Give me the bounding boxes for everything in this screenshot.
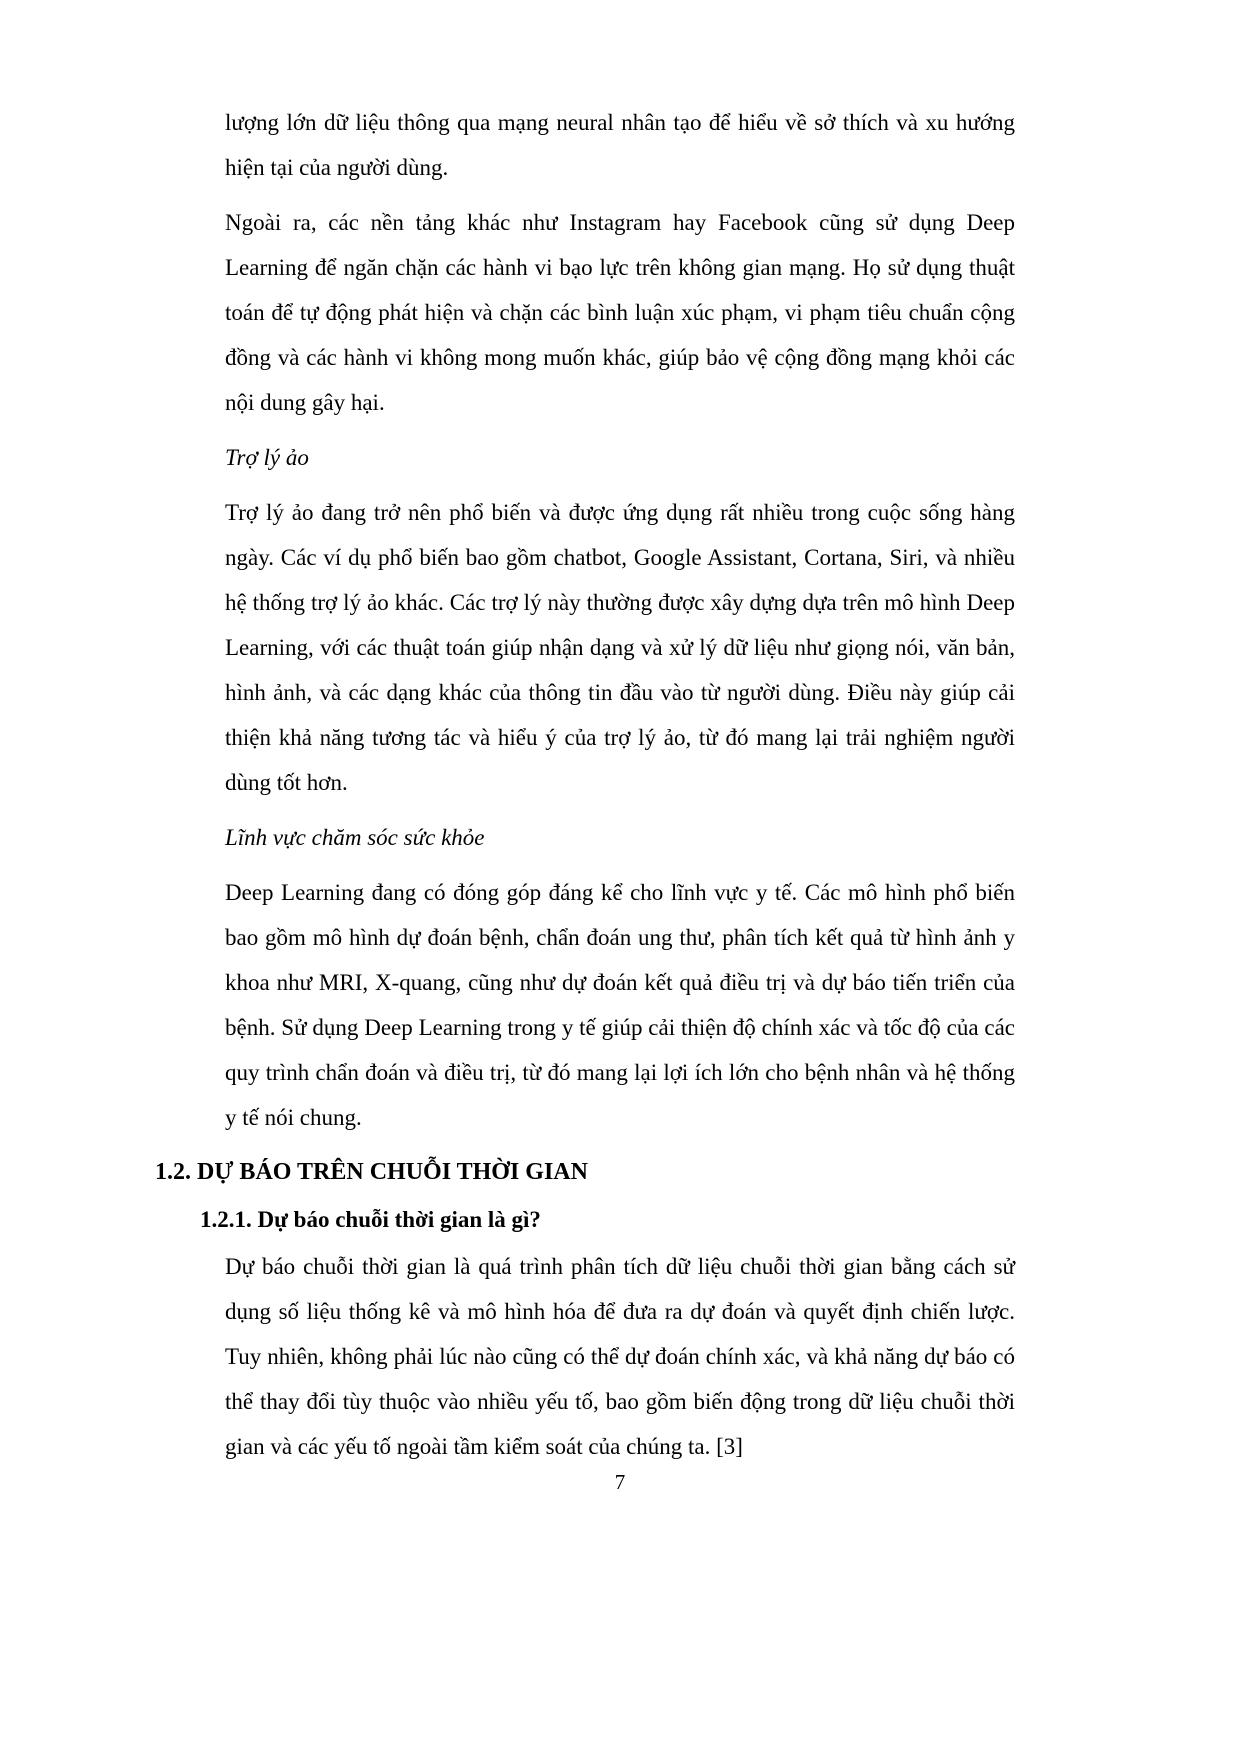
subheading-virtual-assistant: Trợ lý ảo <box>225 445 309 470</box>
paragraph-time-series-forecast: Dự báo chuỗi thời gian là quá trình phân tích dữ liệu chuỗi thời gian bằng cách sử dụng số liệu thống kê và mô hình hóa để đưa ra dự đoán và quyết định chiến lược. Tuy nhiên, không phải lúc nào cũng có thể dự đoán chính xác, và khả năng dự báo có thể thay đổi tùy thuộc vào nhiều yếu tố, bao gồm biến động trong dữ liệu chuỗi thời gian và các yếu tố ngoài tầm kiểm soát của chúng ta. [3] <box>225 1254 1015 1459</box>
paragraph-healthcare: Deep Learning đang có đóng góp đáng kể cho lĩnh vực y tế. Các mô hình phổ biến bao gồm mô hình dự đoán bệnh, chẩn đoán ung thư, phân tích kết quả từ hình ảnh y khoa như MRI, X-quang, cũng như dự đoán kết quả điều trị và dự báo tiến triển của bệnh. Sử dụng Deep Learning trong y tế giúp cải thiện độ chính xác và tốc độ của các quy trình chẩn đoán và điều trị, từ đó mang lại lợi ích lớn cho bệnh nhân và hệ thống y tế nói chung. <box>225 880 1015 1130</box>
page-content <box>155 100 1015 1479</box>
page-number: 7 <box>614 1470 626 1494</box>
paragraph-virtual-assistant: Trợ lý ảo đang trở nên phổ biến và được ứng dụng rất nhiều trong cuộc sống hàng ngày. Các ví dụ phổ biến bao gồm chatbot, Google Assistant, Cortana, Siri, và nhiều hệ thống trợ lý ảo khác. Các trợ lý này thường được xây dựng dựa trên mô hình Deep Learning, với các thuật toán giúp nhận dạng và xử lý dữ liệu như giọng nói, văn bản, hình ảnh, và các dạng khác của thông tin đầu vào từ người dùng. Điều này giúp cải thiện khả năng tương tác và hiểu ý của trợ lý ảo, từ đó mang lại trải nghiệm người dùng tốt hơn. <box>225 500 1015 795</box>
paragraph-instagram-facebook: Ngoài ra, các nền tảng khác như Instagram hay Facebook cũng sử dụng Deep Learning để ngăn chặn các hành vi bạo lực trên không gian mạng. Họ sử dụng thuật toán để tự động phát hiện và chặn các bình luận xúc phạm, vi phạm tiêu chuẩn cộng đồng và các hành vi không mong muốn khác, giúp bảo vệ cộng đồng mạng khỏi các nội dung gây hại. <box>225 210 1015 415</box>
subheading-healthcare: Lĩnh vực chăm sóc sức khỏe <box>225 825 485 850</box>
paragraph-social-media-continuation: lượng lớn dữ liệu thông qua mạng neural nhân tạo để hiểu về sở thích và xu hướng hiện tại của người dùng. <box>225 110 1015 180</box>
subsection-heading-1-2-1: 1.2.1. Dự báo chuỗi thời gian là gì? <box>200 1207 541 1232</box>
section-heading-1-2: 1.2. DỰ BÁO TRÊN CHUỖI THỜI GIAN <box>155 1159 588 1185</box>
